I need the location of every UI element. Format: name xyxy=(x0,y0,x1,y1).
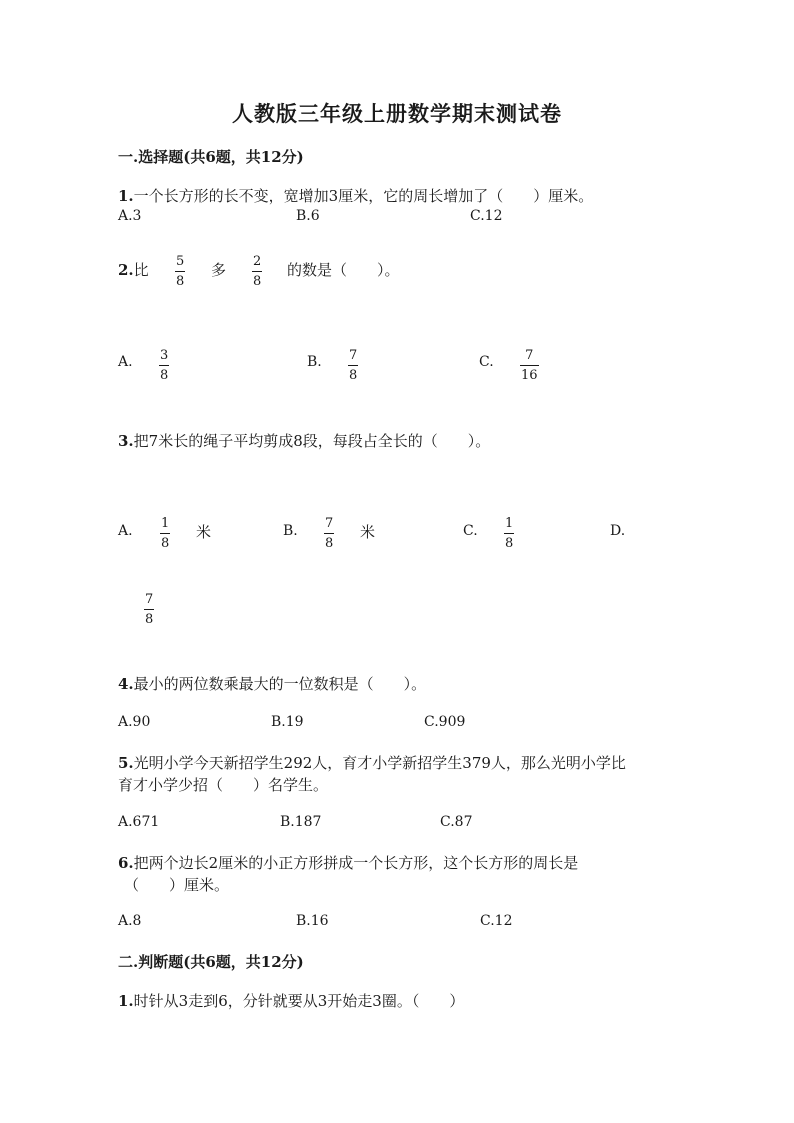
question-text: 把两个边长2厘米的小正方形拼成一个长方形，这个长方形的周长是 xyxy=(133,854,579,872)
unit-text: 米 xyxy=(360,523,376,541)
fraction-denominator: 8 xyxy=(159,365,169,382)
fraction-denominator: 8 xyxy=(175,271,185,288)
question-number: 5. xyxy=(118,754,134,772)
q2-option-b-label[interactable]: B. xyxy=(307,354,322,370)
question-text: 比 xyxy=(133,261,149,279)
fraction-numerator: 1 xyxy=(505,516,514,531)
question-text: 时针从3走到6，分针就要从3开始走3圈。（ ） xyxy=(133,992,465,1010)
q3-option-c-label[interactable]: C. xyxy=(463,523,478,539)
question-3 xyxy=(118,430,490,451)
question-2-prefix xyxy=(118,259,149,280)
question-5-line-1 xyxy=(118,752,626,773)
fraction xyxy=(175,255,185,288)
question-number: 6. xyxy=(118,854,134,872)
question-5-line-2: 育才小学少招（ ）名学生。 xyxy=(118,776,329,794)
fraction-numerator: 7 xyxy=(325,516,334,531)
question-text: 一个长方形的长不变，宽增加3厘米，它的周长增加了（ ）厘米。 xyxy=(133,187,594,205)
question-number: 4. xyxy=(118,675,134,693)
fraction-denominator: 8 xyxy=(324,533,334,550)
fraction-denominator: 8 xyxy=(144,609,154,626)
q3-option-b-fraction[interactable] xyxy=(324,517,334,550)
section-heading-judgement: 二.判断题(共6题，共12分) xyxy=(118,953,304,971)
question-number: 1. xyxy=(118,187,134,205)
q6-option-b[interactable]: B.16 xyxy=(296,913,329,929)
q2-option-a-label[interactable]: A. xyxy=(118,354,133,370)
fraction-numerator: 1 xyxy=(161,516,170,531)
q4-option-a[interactable]: A.90 xyxy=(118,714,151,730)
q2-option-c-fraction[interactable] xyxy=(520,349,539,382)
fraction-numerator: 5 xyxy=(176,254,185,269)
fraction-numerator: 7 xyxy=(349,348,358,363)
question-1 xyxy=(118,185,593,206)
page-title: 人教版三年级上册数学期末测试卷 xyxy=(232,101,562,126)
question-number: 3. xyxy=(118,432,134,450)
question-text: 把7米长的绳子平均剪成8段，每段占全长的（ ）。 xyxy=(133,432,491,450)
fraction-denominator: 8 xyxy=(160,533,170,550)
question-4 xyxy=(118,673,426,694)
judgement-question-1 xyxy=(118,990,464,1011)
q6-option-a[interactable]: A.8 xyxy=(118,913,142,929)
fraction xyxy=(252,255,262,288)
q5-option-a[interactable]: A.671 xyxy=(118,814,160,830)
unit-text: 米 xyxy=(196,523,212,541)
fraction-numerator: 2 xyxy=(253,254,262,269)
fraction-denominator: 8 xyxy=(504,533,514,550)
fraction-denominator: 16 xyxy=(520,365,539,382)
question-number: 1. xyxy=(118,992,134,1010)
question-number: 2. xyxy=(118,261,134,279)
q4-option-b[interactable]: B.19 xyxy=(271,714,304,730)
q1-option-b[interactable]: B.6 xyxy=(296,208,320,224)
q1-option-a[interactable]: A.3 xyxy=(118,208,142,224)
fraction-numerator: 7 xyxy=(525,348,534,363)
q2-option-c-label[interactable]: C. xyxy=(479,354,494,370)
section-heading-choice: 一.选择题(共6题，共12分) xyxy=(118,148,304,166)
q3-option-a-fraction[interactable] xyxy=(160,517,170,550)
fraction-numerator: 7 xyxy=(145,592,154,607)
fraction-denominator: 8 xyxy=(348,365,358,382)
question-text: 最小的两位数乘最大的一位数积是（ ）。 xyxy=(133,675,427,693)
fraction-denominator: 8 xyxy=(252,271,262,288)
q3-option-c-fraction[interactable] xyxy=(504,517,514,550)
q4-option-c[interactable]: C.909 xyxy=(424,714,466,730)
question-text: 多 xyxy=(211,261,227,279)
question-text: 的数是（ ）。 xyxy=(287,261,400,279)
q3-option-b-label[interactable]: B. xyxy=(283,523,298,539)
q2-option-b-fraction[interactable] xyxy=(348,349,358,382)
q3-option-d-label[interactable]: D. xyxy=(610,523,626,539)
q2-option-a-fraction[interactable] xyxy=(159,349,169,382)
q5-option-b[interactable]: B.187 xyxy=(280,814,322,830)
fraction-numerator: 3 xyxy=(160,348,169,363)
question-6-line-1 xyxy=(118,852,578,873)
q3-option-d-fraction[interactable] xyxy=(144,593,154,626)
q6-option-c[interactable]: C.12 xyxy=(480,913,513,929)
q3-option-a-label[interactable]: A. xyxy=(118,523,133,539)
question-text: 光明小学今天新招学生292人，育才小学新招学生379人，那么光明小学比 xyxy=(133,754,626,772)
question-6-line-2: （ ）厘米。 xyxy=(124,876,230,894)
q5-option-c[interactable]: C.87 xyxy=(440,814,473,830)
q1-option-c[interactable]: C.12 xyxy=(470,208,503,224)
